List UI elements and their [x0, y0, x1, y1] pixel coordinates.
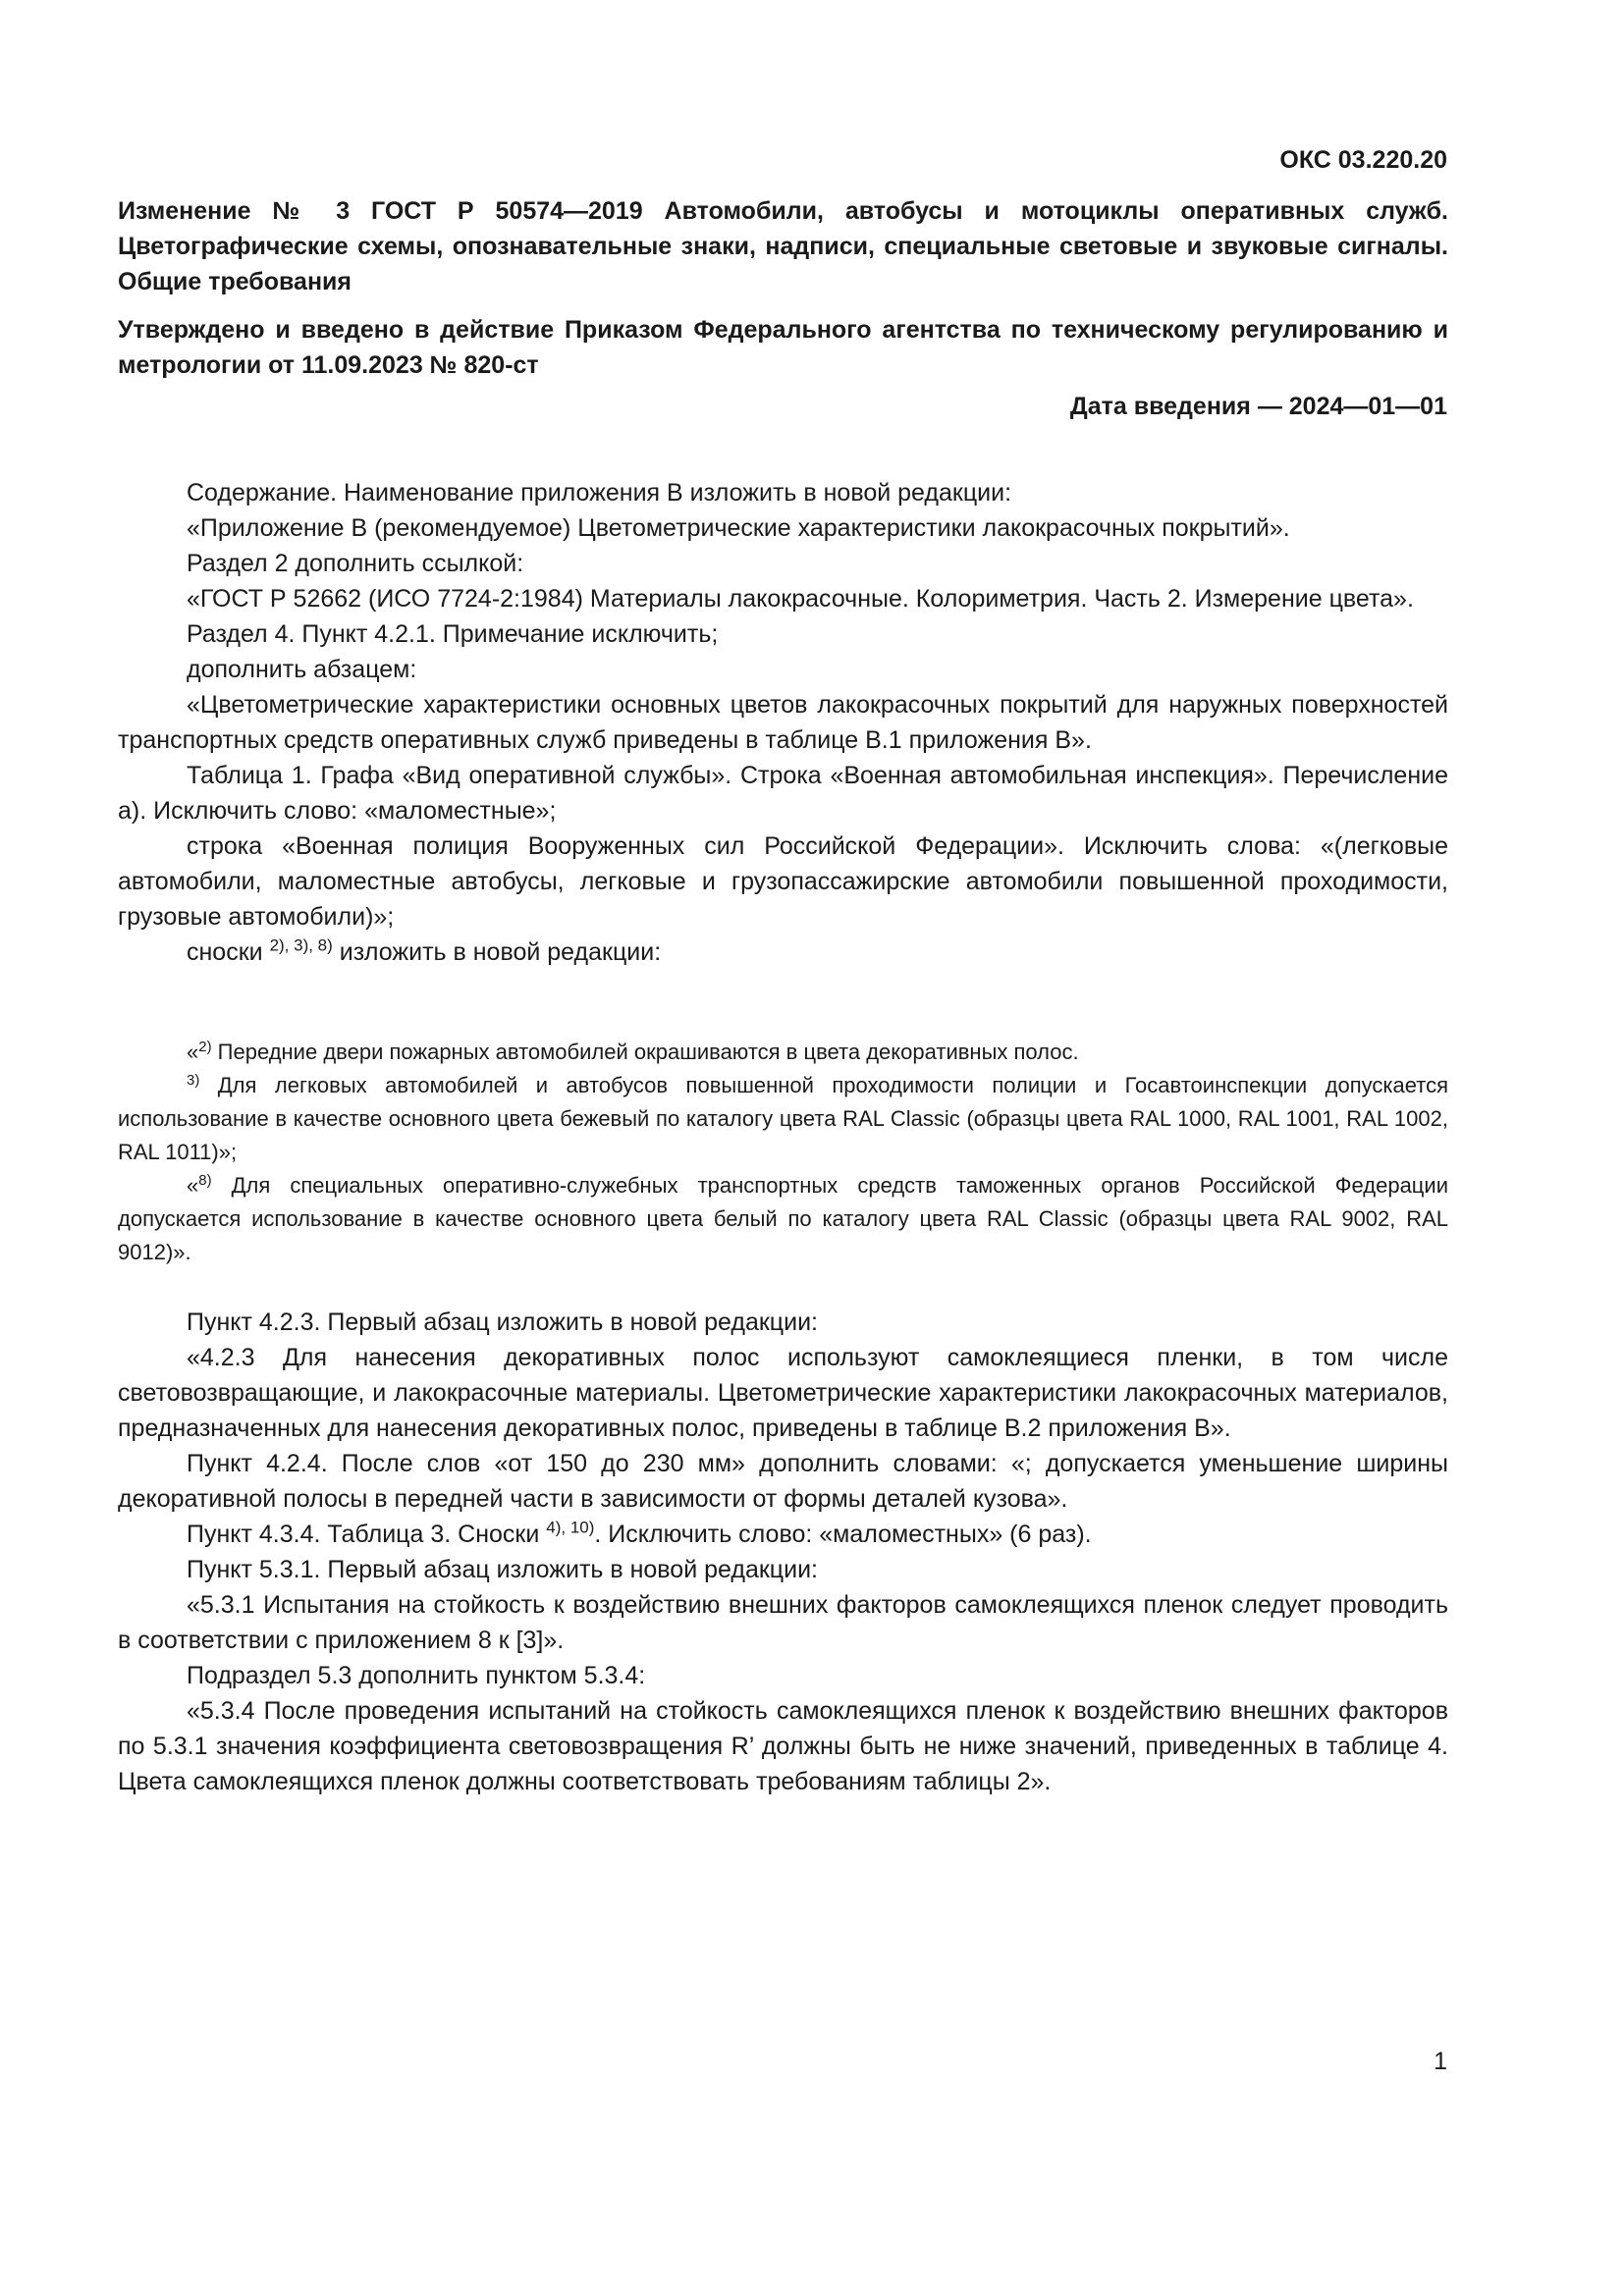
- paragraph: «4.2.3 Для нанесения декоративных полос используют самоклеящиеся пленки, в том числе световозвращающие, и лакокрасочные материалы. Цветометрические характеристики лакокрасочных материалов, предназначенных для нанесения декоративных полос, приведены в таблице В.2 приложения В».: [118, 1344, 1448, 1442]
- page-number: 1: [1434, 2048, 1447, 2075]
- quote-mark: «: [187, 1173, 199, 1198]
- paragraph: «5.3.4 После проведения испытаний на стойкость самоклеящихся пленок к воздействию внешних факторов по 5.3.1 значения коэффициента световозвращения R’ должны быть не ниже значений, приведенных в таблице 4. Цвета самоклеящихся пленок должны соответствовать требованиям таблицы 2».: [118, 1697, 1448, 1795]
- text-run: Пункт 4.3.4. Таблица 3. Сноски: [187, 1521, 547, 1548]
- footnote: [118, 1169, 1448, 1269]
- paragraph: «Приложение В (рекомендуемое) Цветометрические характеристики лакокрасочных покрытий».: [187, 514, 1290, 542]
- footnote-ref: 4), 10): [546, 1518, 595, 1537]
- paragraph: Содержание. Наименование приложения В изложить в новой редакции:: [187, 479, 1012, 507]
- footnotes-block: [118, 1036, 1448, 1269]
- paragraph: Пункт 5.3.1. Первый абзац изложить в новой редакции:: [187, 1556, 819, 1583]
- paragraph: Раздел 4. Пункт 4.2.1. Примечание исключить;: [187, 620, 719, 648]
- paragraph: Раздел 2 дополнить ссылкой:: [187, 550, 524, 577]
- footnote: [118, 1036, 1448, 1069]
- paragraph: дополнить абзацем:: [187, 656, 417, 683]
- approval-statement: Утверждено и введено в действие Приказом Федерального агентства по техническому регулированию и метрологии от 11.09.2023 № 820-ст: [118, 316, 1448, 379]
- text-run: изложить в новой редакции:: [332, 938, 662, 966]
- effective-date: Дата введения — 2024—01—01: [1069, 393, 1447, 420]
- footnote-ref: 2), 3), 8): [269, 935, 333, 955]
- paragraph: [118, 934, 1448, 970]
- paragraph: «5.3.1 Испытания на стойкость к воздействию внешних факторов самоклеящихся пленок следует проводить в соответствии с приложением 8 к [3]».: [118, 1591, 1448, 1654]
- footnote-ref: 2): [198, 1038, 212, 1055]
- paragraph: Таблица 1. Графа «Вид оперативной службы». Строка «Военная автомобильная инспекция». Перечисление а). Исключить слово: «маломестные»;: [118, 762, 1448, 825]
- main-text-continued: [118, 1305, 1448, 1799]
- paragraph: [118, 1517, 1448, 1552]
- footnote-ref: 8): [198, 1171, 212, 1189]
- quote-mark: «: [187, 1040, 199, 1064]
- paragraph: Подраздел 5.3 дополнить пунктом 5.3.4:: [187, 1662, 646, 1689]
- paragraph: «ГОСТ Р 52662 (ИСО 7724-2:1984) Материалы лакокрасочные. Колориметрия. Часть 2. Измерение цвета».: [187, 585, 1414, 613]
- footnote-text: Для специальных оперативно-служебных транспортных средств таможенных органов Российской Федерации допускается использование в качестве основного цвета белый по каталогу цвета RAL Classic (образцы цвета RAL 9002, RAL 9012)».: [118, 1173, 1448, 1264]
- paragraph: Пункт 4.2.3. Первый абзац изложить в новой редакции:: [187, 1308, 819, 1336]
- paragraph: Пункт 4.2.4. После слов «от 150 до 230 мм» дополнить словами: «; допускается уменьшение ширины декоративной полосы в передней части в зависимости от формы деталей кузова».: [118, 1450, 1448, 1513]
- text-run: . Исключить слово: «маломестных» (6 раз).: [594, 1521, 1092, 1548]
- footnote-text: Для легковых автомобилей и автобусов повышенной проходимости полиции и Госавтоинспекции допускается использование в качестве основного цвета бежевый по каталогу цвета RAL Classic (образцы цвета RAL 1000, RAL 1001, RAL 1002, RAL 1011)»;: [118, 1073, 1448, 1164]
- footnote-text: Передние двери пожарных автомобилей окрашиваются в цвета декоративных полос.: [211, 1040, 1079, 1064]
- oks-code: ОКС 03.220.20: [1279, 146, 1447, 174]
- document-title: Изменение № 3 ГОСТ Р 50574—2019 Автомобили, автобусы и мотоциклы оперативных служб. Цветографические схемы, опознавательные знаки, надписи, специальные световые и звуковые сигналы. Общие требования: [118, 197, 1448, 295]
- text-run: сноски: [187, 938, 270, 966]
- main-text: [118, 475, 1448, 970]
- paragraph: «Цветометрические характеристики основных цветов лакокрасочных покрытий для наружных поверхностей транспортных средств оперативных служб приведены в таблице В.1 приложения В».: [118, 691, 1448, 754]
- footnote: [118, 1069, 1448, 1169]
- footnote-ref: 3): [187, 1071, 200, 1089]
- paragraph: строка «Военная полиция Вооруженных сил Российской Федерации». Исключить слова: «(легковые автомобили, маломестные автобусы, легковые и грузопассажирские автомобили повышенной проходимости, грузовые автомобили)»;: [118, 832, 1448, 931]
